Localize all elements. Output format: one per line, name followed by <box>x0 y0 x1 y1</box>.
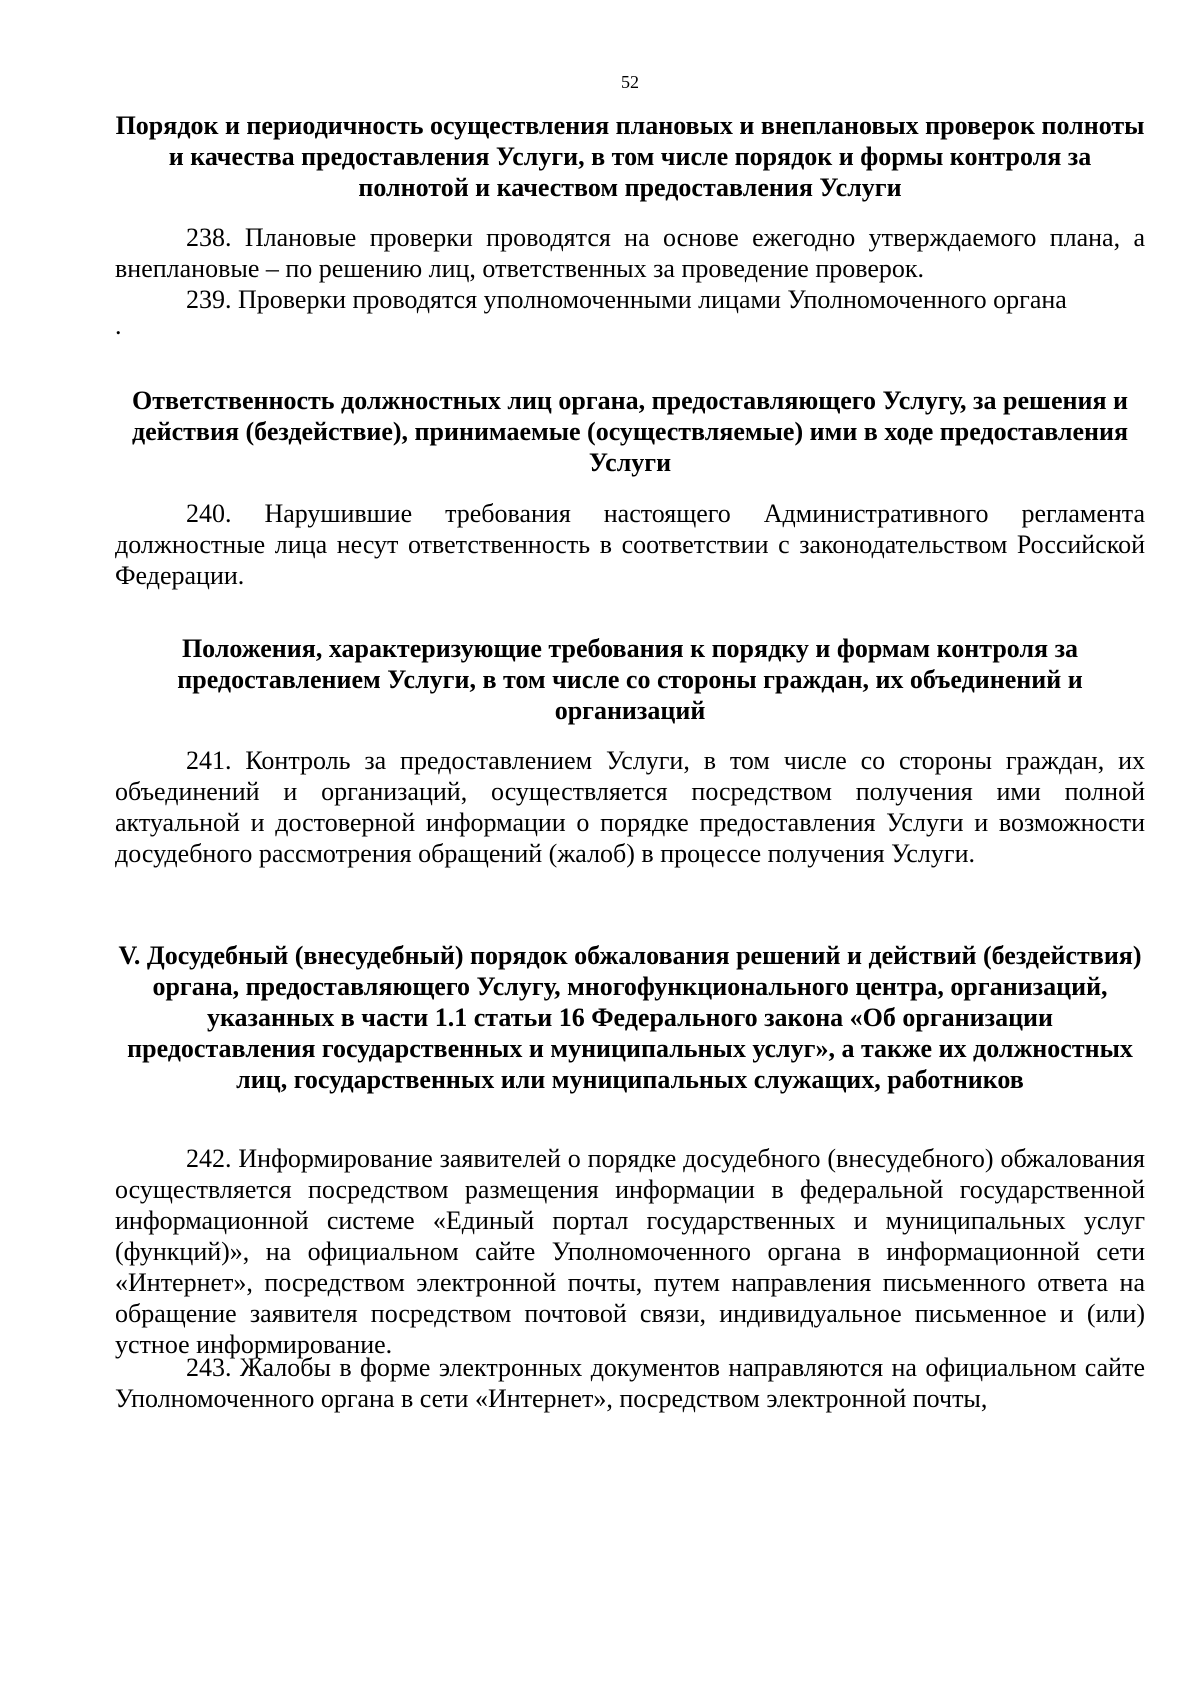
section-heading-responsibility: Ответственность должностных лиц органа, предоставляющего Услугу, за решения и действия (бездействие), принимаемые (осуществляемые) ими в ходе предоставления Услуги <box>131 386 1129 477</box>
section-heading-control-provisions: Положения, характеризующие требования к порядку и формам контроля за предоставлением Услуги, в том числе со стороны граждан, их объединений и организаций <box>177 634 1083 725</box>
section-heading-inspections: Порядок и периодичность осуществления плановых и внеплановых проверок полноты и качества предоставления Услуги, в том числе порядок и формы контроля за полнотой и качеством предоставления Услуги <box>115 111 1145 202</box>
section-heading-appeal-procedure: V. Досудебный (внесудебный) порядок обжалования решений и действий (бездействия) органа, предоставляющего Услугу, многофункционального центра, организаций, указанных в части 1.1 статьи 16 Федерального закона «Об организации предоставления государственных и муниципальных услуг», а также их должностных лиц, государственных или муниципальных служащих, работников <box>118 941 1142 1094</box>
paragraph-238: 238. Плановые проверки проводятся на основе ежегодно утверждаемого плана, а внеплановые – по решению лиц, ответственных за проведение проверок. <box>115 223 1145 283</box>
paragraph-242: 242. Информирование заявителей о порядке досудебного (внесудебного) обжалования осуществляется посредством размещения информации в федеральной государственной информационной системе «Единый портал государственных и муниципальных услуг (функций)», на официальном сайте Уполномоченного органа в информационной сети «Интернет», посредством электронной почты, путем направления письменного ответа на обращение заявителя посредством почтовой связи, индивидуальное письменное и (или) устное информирование. <box>115 1144 1145 1359</box>
page-number: 52 <box>621 72 639 92</box>
paragraph-243: 243. Жалобы в форме электронных документов направляются на официальном сайте Уполномоченного органа в сети «Интернет», посредством электронной почты, <box>115 1353 1145 1413</box>
paragraph-239: 239. Проверки проводятся уполномоченными лицами Уполномоченного органа <box>186 285 1067 314</box>
paragraph-241: 241. Контроль за предоставлением Услуги, в том числе со стороны граждан, их объединений и организаций, осуществляется посредством получения ими полной актуальной и достоверной информации о порядке предоставления Услуги и возможности досудебного рассмотрения обращений (жалоб) в процессе получения Услуги. <box>115 746 1145 868</box>
paragraph-239-continuation: . <box>115 311 122 340</box>
paragraph-240: 240. Нарушившие требования настоящего Административного регламента должностные лица несут ответственность в соответствии с законодательством Российской Федерации. <box>115 499 1145 590</box>
